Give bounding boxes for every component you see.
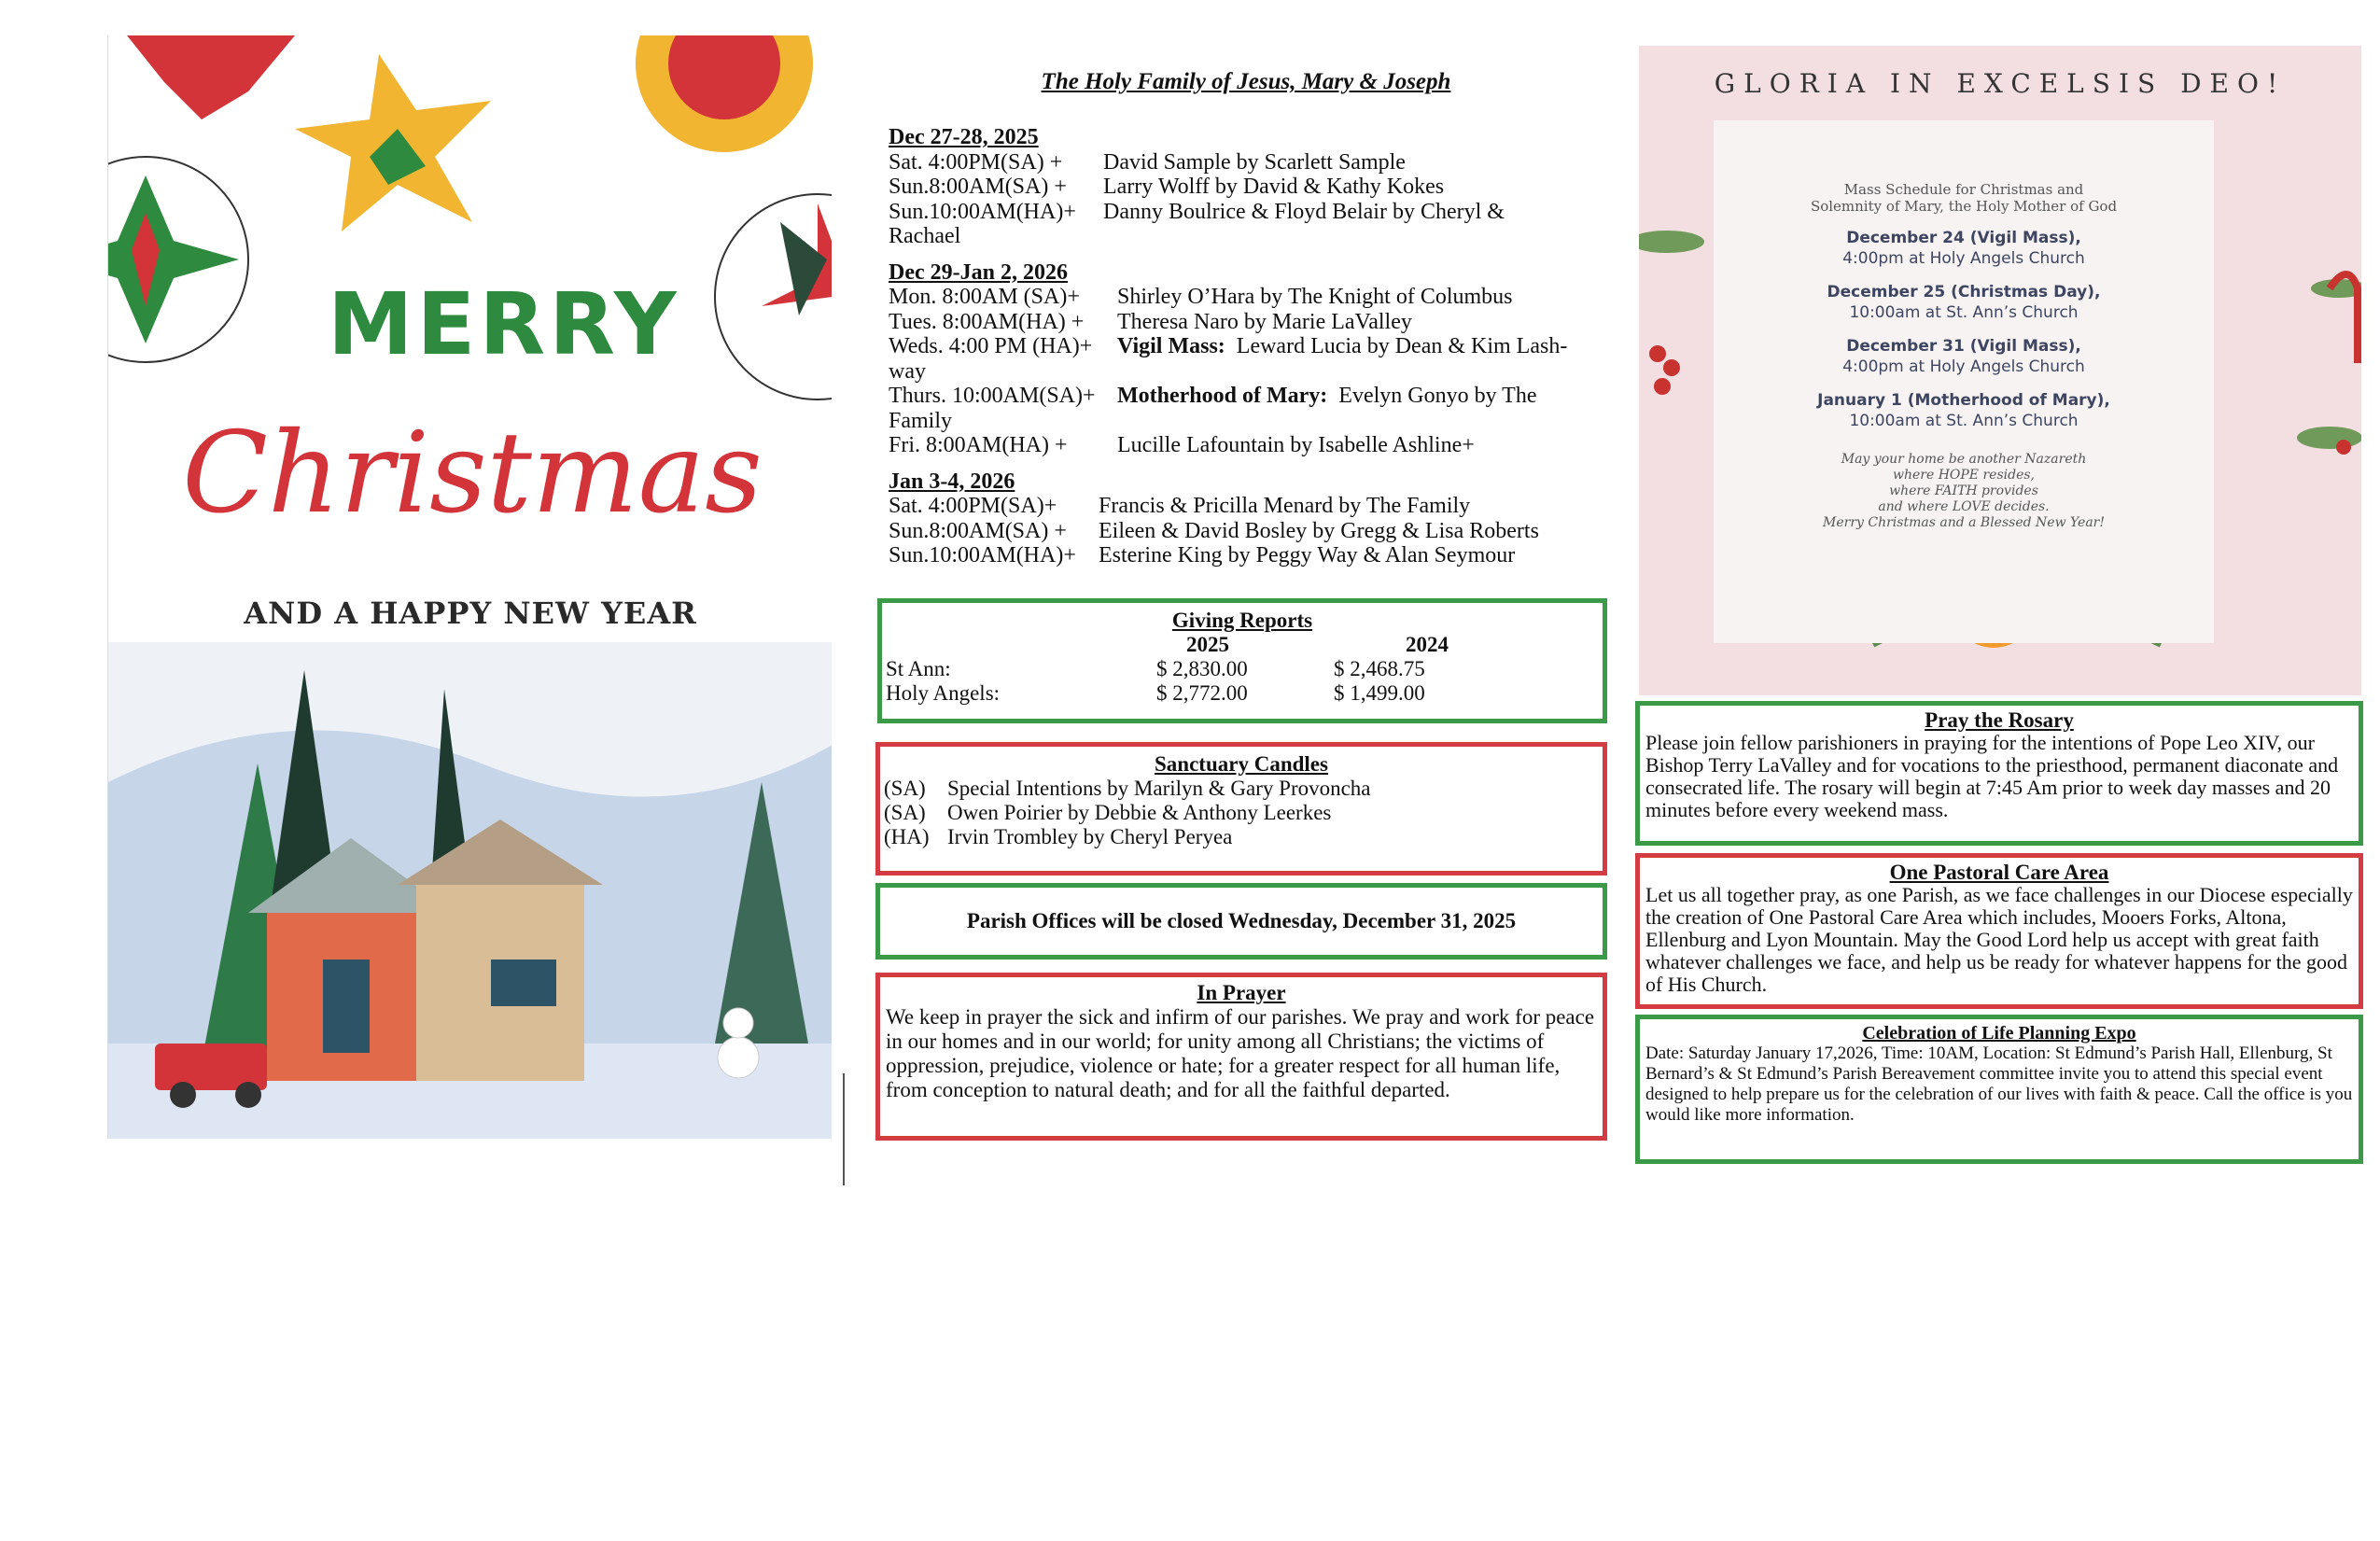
week-header: Dec 27-28, 2025 — [889, 125, 1039, 149]
event-name: January 1 (Motherhood of Mary), — [1817, 391, 2110, 410]
gloria-card — [1639, 46, 2361, 695]
christmas-mass-event — [1714, 390, 2214, 431]
offices-closed-notice: Parish Offices will be closed Wednesday, December 31, 2025 — [875, 883, 1607, 960]
in-prayer-box — [875, 973, 1607, 1141]
event-detail: 10:00am at St. Ann’s Church — [1849, 303, 2079, 322]
event-detail: 4:00pm at Holy Angels Church — [1842, 357, 2085, 376]
mass-time: Thurs. 10:00AM(SA)+ — [889, 384, 1096, 408]
poem-line: and where LOVE decides. — [1878, 499, 2050, 514]
christmas-mass-event — [1714, 336, 2214, 377]
mass-intention: Francis & Pricilla Menard by The Family — [1099, 494, 1471, 518]
mass-row-continued: Family — [889, 408, 953, 433]
year-header: 2024 — [1406, 633, 1449, 656]
gloria-title: GLORIA IN EXCELSIS DEO! — [1714, 68, 2287, 99]
life-expo-box — [1635, 1015, 2363, 1164]
mass-time: Sat. 4:00PM(SA) + — [889, 149, 1063, 175]
giving-label: Holy Angels: — [886, 681, 1001, 705]
mass-row — [889, 334, 1626, 359]
mass-intention: Vigil Mass: Leward Lucia by Dean & Kim Lash- — [1117, 334, 1568, 358]
mass-time: Sun.8:00AM(SA) + — [889, 518, 1067, 543]
mass-time: Sun.10:00AM(HA)+ — [889, 543, 1076, 567]
christmas-card — [107, 35, 832, 1139]
mass-row — [889, 285, 1626, 310]
mass-intention: Danny Boulrice & Floyd Belair by Cheryl & — [1103, 199, 1505, 224]
giving-value: $ 1,499.00 — [1334, 681, 1425, 705]
christmas-script: Christmas — [182, 409, 763, 539]
prayer-text: We keep in prayer the sick and infirm of our parishes. We pray and work for peace in our homes and in our world; for unity among all Christians; the victims of oppression, prejudice, violence or hate; for a greater respect for all human life, from conception to natural death; and for all the faithful departed. — [886, 1005, 1595, 1101]
christmas-illustration — [108, 35, 832, 1139]
event-detail: 10:00am at St. Ann’s Church — [1849, 412, 2079, 430]
mass-time: Sun.8:00AM(SA) + — [889, 175, 1067, 199]
poem-line: Merry Christmas and a Blessed New Year! — [1823, 515, 2105, 530]
merry-heading: MERRY — [328, 274, 680, 374]
mass-time: Fri. 8:00AM(HA) + — [889, 433, 1068, 457]
week-header: Dec 29-Jan 2, 2026 — [889, 259, 1068, 285]
mass-intention: David Sample by Scarlett Sample — [1103, 149, 1406, 175]
prayer-title: In Prayer — [1197, 981, 1286, 1004]
mass-row — [889, 384, 1626, 409]
winter-village-scene — [108, 642, 832, 1139]
mass-row — [889, 543, 1626, 568]
rosary-text: Please join fellow parishioners in praying for the intentions of Pope Leo XIV, our Bishop Terry LaValley and for vocations to the priesthood, permanent diaconate and consecrated life. The rosary will begin at 7:45 Am prior to week day masses and 20 minutes before every weekend mass. — [1645, 731, 2339, 821]
christmas-mass-event — [1714, 282, 2214, 323]
poem-line: May your home be another Nazareth — [1841, 452, 2087, 467]
mass-intention: Lucille Lafountain by Isabelle Ashline+ — [1117, 433, 1475, 457]
mass-row — [889, 175, 1626, 200]
mass-intention: Shirley O’Hara by The Knight of Columbus — [1117, 285, 1513, 309]
candles-title: Sanctuary Candles — [1155, 752, 1328, 776]
candle-item: (SA) Special Intentions by Marilyn & Gary Provoncha — [884, 777, 1371, 800]
schedule-subtitle: Solemnity of Mary, the Holy Mother of God — [1810, 198, 2118, 215]
mass-row — [889, 519, 1626, 544]
giving-value: $ 2,772.00 — [1156, 681, 1248, 705]
mass-row — [889, 200, 1626, 225]
expo-title: Celebration of Life Planning Expo — [1862, 1023, 2136, 1044]
mass-time: Tues. 8:00AM(HA) + — [889, 309, 1085, 334]
mass-time: Sun.10:00AM(HA)+ — [889, 199, 1076, 224]
candle-item: (SA) Owen Poirier by Debbie & Anthony Leerkes — [884, 801, 1332, 824]
mass-intention: Theresa Naro by Marie LaValley — [1117, 309, 1412, 334]
mass-feast: Vigil Mass: — [1117, 334, 1225, 358]
mass-row-continued: Rachael — [889, 224, 961, 248]
giving-reports-box — [877, 598, 1607, 723]
giving-value: $ 2,830.00 — [1156, 657, 1248, 680]
mass-intention: Eileen & David Bosley by Gregg & Lisa Roberts — [1099, 518, 1539, 543]
fold-divider — [843, 1073, 845, 1185]
sanctuary-candles-box — [875, 742, 1607, 876]
rosary-box — [1635, 701, 2363, 846]
mass-time: Weds. 4:00 PM (HA)+ — [889, 334, 1093, 358]
week-header: Jan 3-4, 2026 — [889, 469, 1015, 494]
rosary-title: Pray the Rosary — [1925, 708, 2074, 732]
mass-time: Mon. 8:00AM (SA)+ — [889, 285, 1080, 309]
schedule-title: The Holy Family of Jesus, Mary & Joseph — [1041, 69, 1451, 94]
giving-value: $ 2,468.75 — [1334, 657, 1425, 680]
mass-row — [889, 494, 1626, 519]
mass-feast: Motherhood of Mary: — [1117, 384, 1328, 408]
event-detail: 4:00pm at Holy Angels Church — [1842, 249, 2085, 268]
mass-intention: Motherhood of Mary: Evelyn Gonyo by The — [1117, 384, 1537, 408]
giving-label: St Ann: — [886, 657, 951, 680]
giving-title: Giving Reports — [1171, 609, 1313, 632]
poem-line: where HOPE resides, — [1892, 468, 2035, 483]
pastoral-care-box — [1635, 853, 2363, 1009]
mass-row-continued: way — [889, 358, 926, 384]
event-name: December 25 (Christmas Day), — [1827, 283, 2101, 301]
mass-time: Sat. 4:00PM(SA)+ — [889, 494, 1057, 518]
mass-row — [889, 433, 1626, 458]
mass-row — [889, 310, 1626, 335]
schedule-subtitle: Mass Schedule for Christmas and — [1843, 181, 2084, 198]
event-name: December 24 (Vigil Mass), — [1846, 229, 2081, 247]
pastoral-text: Let us all together pray, as one Parish, as we face challenges in our Diocese especially the creation of One Pastoral Care Area which includes, Mooers Forks, Altona, Ellenburg and Lyon Mountain. May the Good Lord help us accept with great faith whatever challenges we face, and help us be ready for whatever happens for the good of His Church. — [1645, 883, 2353, 996]
candle-item: (HA) Irvin Trombley by Cheryl Peryea — [884, 825, 1233, 848]
mass-intention: Esterine King by Peggy Way & Alan Seymour — [1099, 543, 1516, 567]
christmas-mass-event — [1714, 228, 2214, 269]
poem-line: where FAITH provides — [1889, 483, 2038, 498]
event-name: December 31 (Vigil Mass), — [1846, 337, 2081, 356]
happy-new-year-text: AND A HAPPY NEW YEAR — [244, 595, 697, 631]
expo-text: Date: Saturday January 17,2026, Time: 10AM, Location: St Edmund’s Parish Hall, Ellenburg, St Bernard’s & St Edmund’s Parish Bereavement committee invite you to attend this special event designed to help prepare us for the celebration of our lives with faith & peace. Call the office is you would like more information. — [1645, 1044, 2353, 1125]
mass-schedule-panel — [1714, 120, 2214, 643]
pastoral-title: One Pastoral Care Area — [1889, 861, 2109, 884]
mass-schedule — [889, 125, 1626, 568]
year-header: 2025 — [1186, 633, 1229, 656]
mass-row — [889, 150, 1626, 175]
mass-intention: Larry Wolff by David & Kathy Kokes — [1103, 175, 1445, 199]
